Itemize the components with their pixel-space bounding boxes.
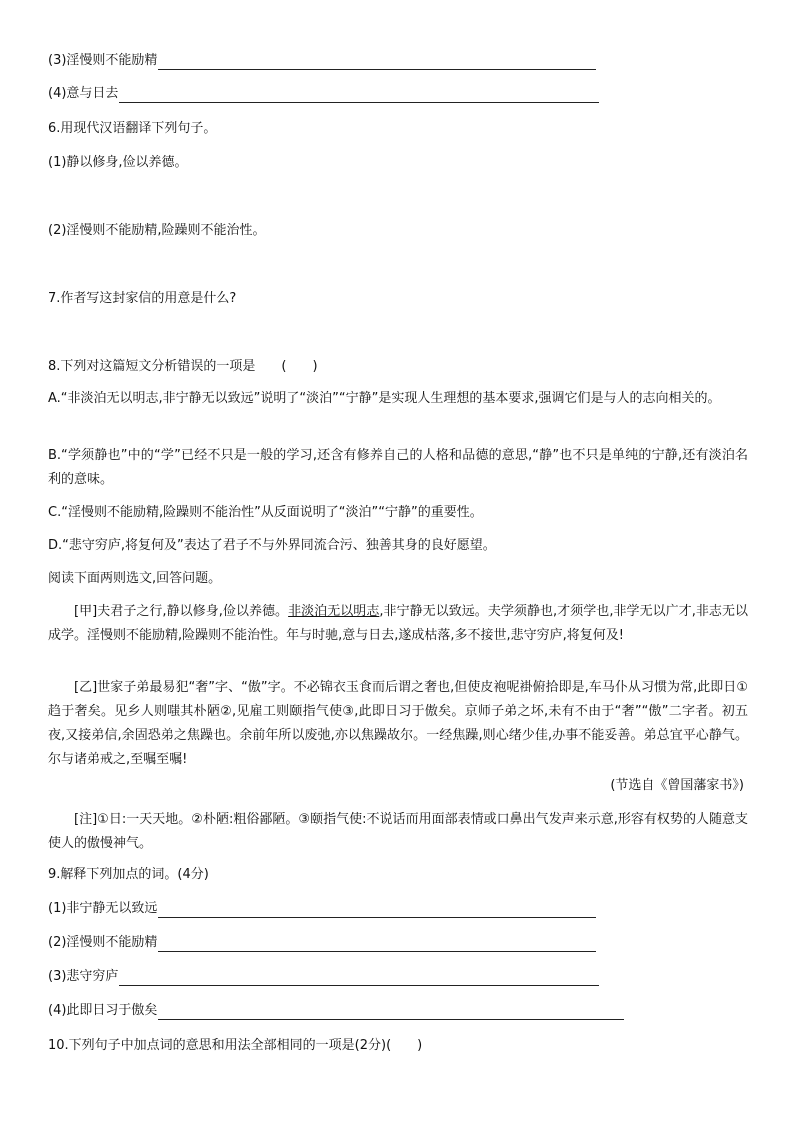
q5-item-4-answer-blank[interactable] [119, 88, 599, 103]
passage-jia [48, 600, 748, 648]
passage-jia-part1: [甲]夫君子之行,静以修身,俭以养德。 [74, 604, 289, 619]
q9-item-3-answer-blank[interactable] [119, 971, 599, 986]
passage-jia-part2: ,非宁静无以致远。夫学须静也,才须学也,非学无以广才,非志无以成学。淫慢则不能励精,险躁则不能治性。年与时驰,意与日去,遂成枯落,多不接世,悲守穷庐,将复何及! [48, 604, 748, 643]
q9-item-1 [48, 900, 596, 918]
q5-item-4 [48, 85, 599, 103]
passage-source: (节选自《曾国藩家书》) [610, 778, 744, 793]
reading-intro: 阅读下面两则选文,回答问题。 [48, 571, 222, 586]
q6-item-1: (1)静以修身,俭以养德。 [48, 155, 188, 170]
q8-option-c: C.“淫慢则不能励精,险躁则不能治性”从反面说明了“淡泊”“宁静”的重要性。 [48, 505, 483, 520]
q6-title: 6.用现代汉语翻译下列句子。 [48, 121, 217, 136]
q8-option-b: B.“学须静也”中的“学”已经不只是一般的学习,还含有修养自己的人格和品德的意思,“静”也不只是单纯的宁静,还有淡泊名利的意味。 [48, 448, 748, 487]
passage-yi: [乙]世家子弟最易犯“奢”字、“傲”字。不必锦衣玉食而后谓之奢也,但使皮袍呢褂俯拾即是,车马仆从习惯为常,此即日①趋于奢矣。见乡人则嗤其朴陋②,见雇工则颐指气使③,此即日习于傲矣。京师子弟之坏,未有不由于“奢”“傲”二字者。初五夜,又接弟信,余固恐弟之焦躁也。余前年所以废弛,亦以焦躁故尔。一经焦躁,则心绪少佳,办事不能妥善。弟总宜平心静气。尔与诸弟戒之,至嘱至嘱! [48, 680, 748, 767]
q8-option-a: A.“非淡泊无以明志,非宁静无以致远”说明了“淡泊”“宁静”是实现人生理想的基本要求,强调它们是与人的志向相关的。 [48, 391, 721, 406]
q9-item-2-answer-blank[interactable] [158, 937, 596, 952]
q9-item-4 [48, 1002, 624, 1020]
q9-item-3 [48, 968, 599, 986]
q9-title: 9.解释下列加点的词。(4分) [48, 867, 209, 882]
q5-item-3-answer-blank[interactable] [158, 55, 596, 70]
q9-item-2-label: (2)淫慢则不能励精 [48, 935, 158, 950]
q7-title: 7.作者写这封家信的用意是什么? [48, 291, 237, 306]
q5-item-4-label: (4)意与日去 [48, 86, 119, 101]
q9-item-1-label: (1)非宁静无以致远 [48, 901, 158, 916]
q8-title: 8.下列对这篇短文分析错误的一项是 ( ) [48, 359, 318, 374]
q8-option-d: D.“悲守穷庐,将复何及”表达了君子不与外界同流合污、独善其身的良好愿望。 [48, 538, 496, 553]
q9-item-4-label: (4)此即日习于傲矣 [48, 1003, 158, 1018]
q9-item-3-label: (3)悲守穷庐 [48, 969, 119, 984]
q5-item-3 [48, 52, 596, 70]
q10-title: 10.下列句子中加点词的意思和用法全部相同的一项是(2分)( ) [48, 1038, 423, 1053]
passage-jia-underlined: 非淡泊无以明志 [288, 604, 380, 619]
q9-item-2 [48, 934, 596, 952]
passage-note: [注]①日:一天天地。②朴陋:粗俗鄙陋。③颐指气使:不说话而用面部表情或口鼻出气发声来示意,形容有权势的人随意支使人的傲慢神气。 [48, 812, 748, 851]
q6-item-2: (2)淫慢则不能励精,险躁则不能治性。 [48, 223, 266, 238]
q5-item-3-label: (3)淫慢则不能励精 [48, 53, 158, 68]
q9-item-1-answer-blank[interactable] [158, 903, 596, 918]
q9-item-4-answer-blank[interactable] [158, 1005, 624, 1020]
